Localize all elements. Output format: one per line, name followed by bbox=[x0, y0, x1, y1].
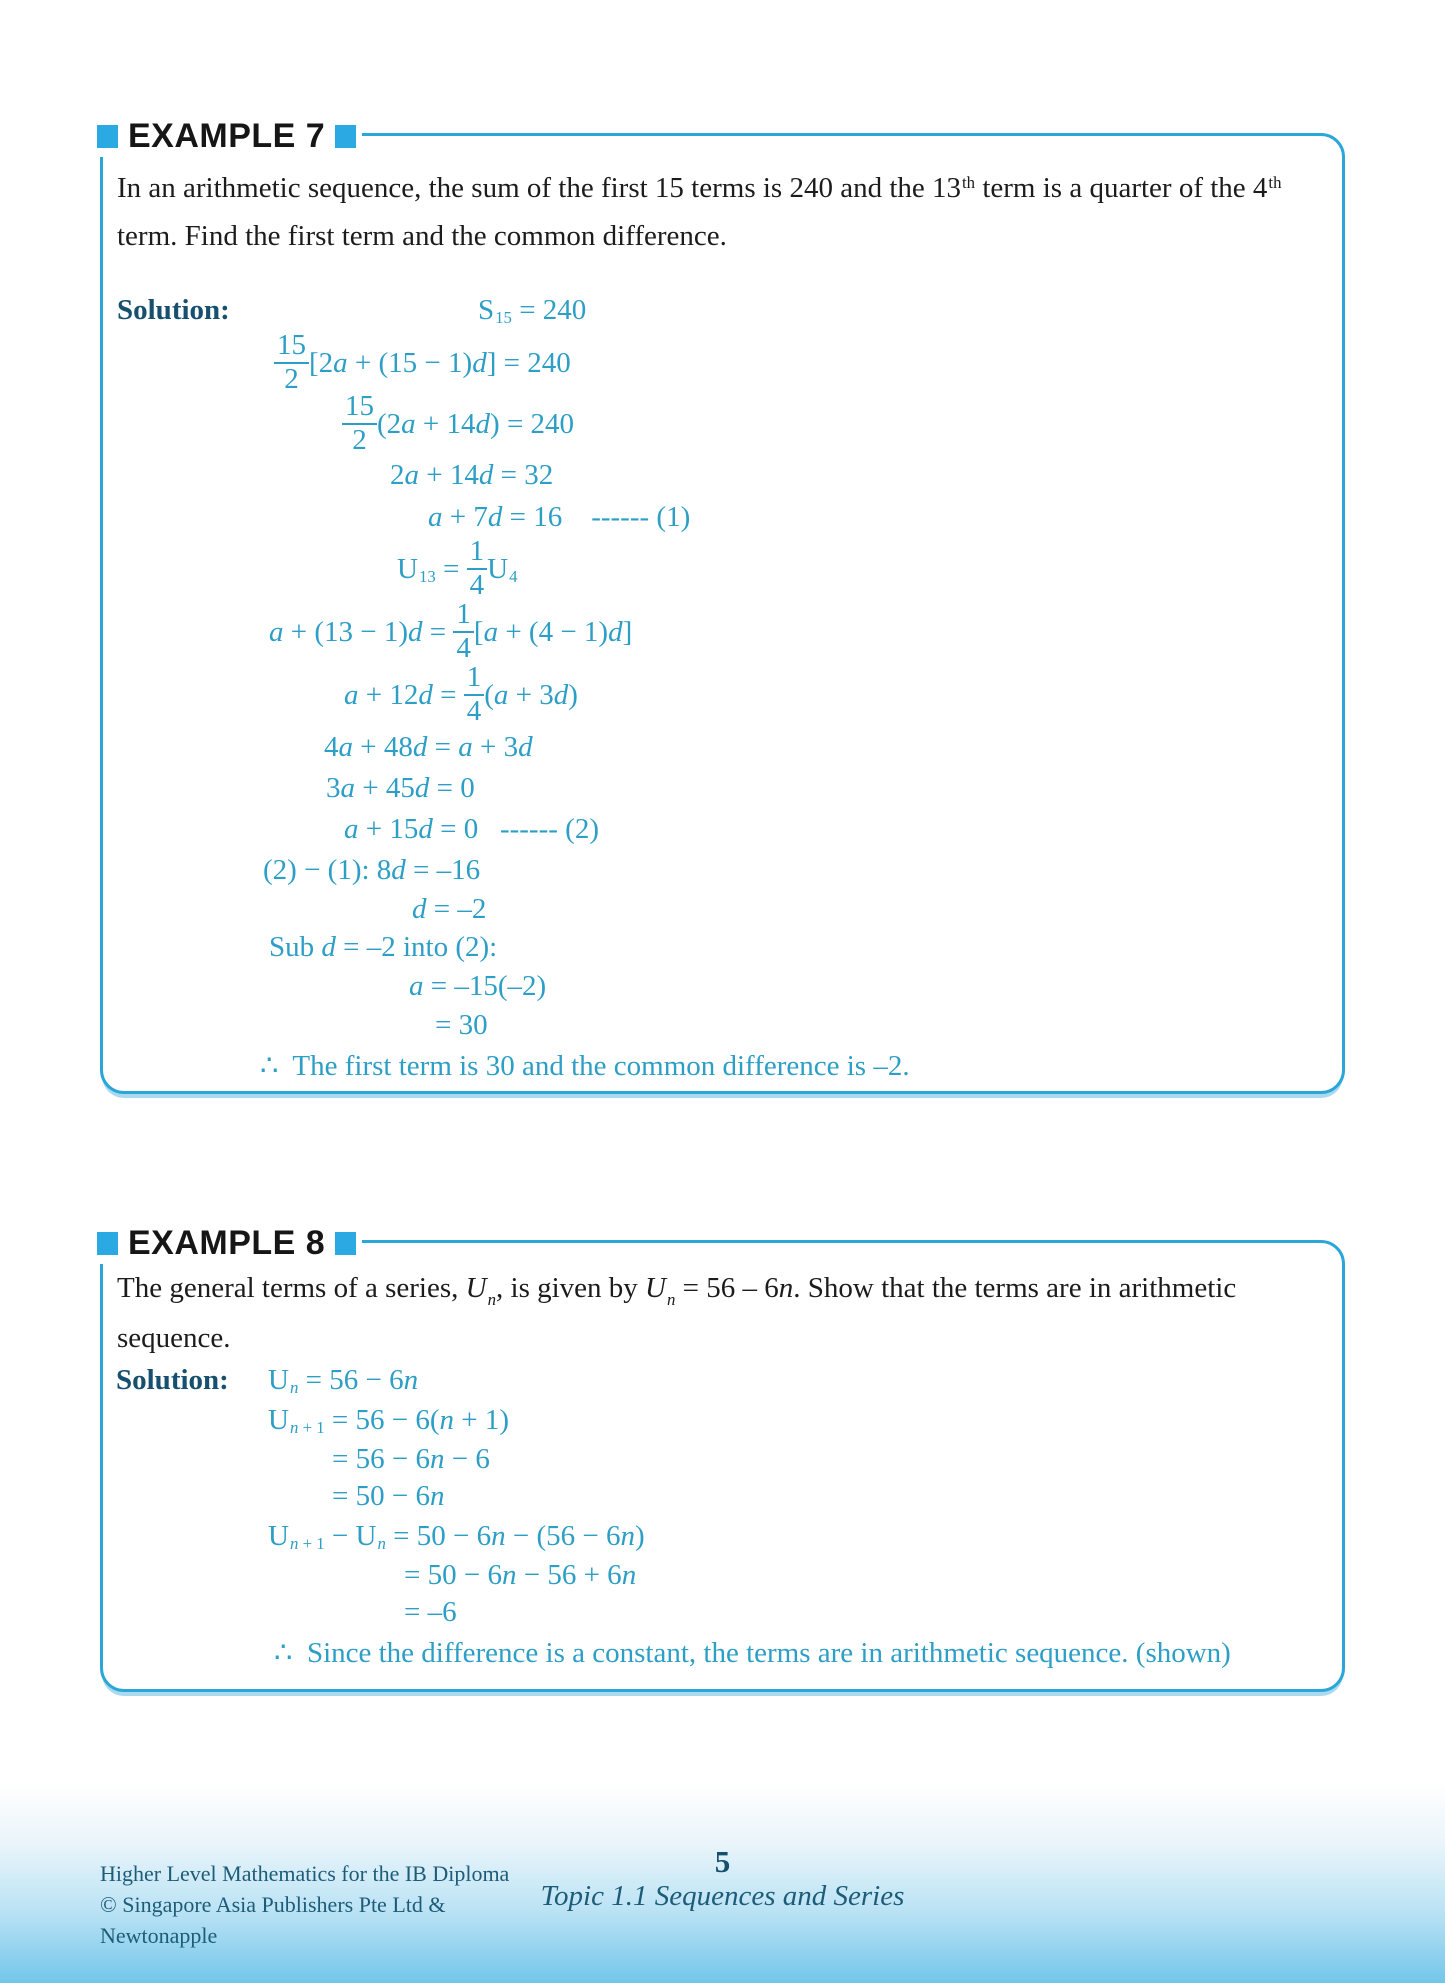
solution-label: Solution: bbox=[117, 293, 230, 326]
math-line: 2 a + 14 d = 32 bbox=[390, 458, 554, 491]
math-line: = 50 − 6 n − 56 + 6 n bbox=[404, 1559, 637, 1591]
math-line: = –6 bbox=[404, 1596, 457, 1628]
example-8-header bbox=[97, 1222, 362, 1264]
header-square-left-icon bbox=[97, 125, 118, 148]
example-7-solution bbox=[103, 288, 1342, 1086]
page-number: 5 bbox=[714, 1844, 731, 1879]
math-line: S 15 = 240 bbox=[478, 293, 587, 328]
math-line: = 30 bbox=[435, 1008, 488, 1041]
math-line: a = –15(–2) bbox=[409, 969, 547, 1002]
math-line: 4 a + 48 d = a + 3 d bbox=[324, 730, 533, 763]
example-8-math-lines bbox=[103, 1361, 1342, 1673]
math-line: U n + 1 = 56 − 6( n + 1) bbox=[268, 1403, 510, 1438]
example-8-solution bbox=[103, 1361, 1342, 1673]
math-line: = 56 − 6 n − 6 bbox=[332, 1443, 490, 1475]
example-8-title: EXAMPLE 8 bbox=[128, 1223, 326, 1262]
header-square-left-icon bbox=[97, 1232, 118, 1255]
math-line: $\frac{15}{2}$ [2 a + (15 − 1) d ] = 240 bbox=[274, 332, 1342, 394]
example-8-box bbox=[100, 1223, 1345, 1692]
example-7-question: In an arithmetic sequence, the sum of the first 15 terms is 240 and the 13th term is a quarter of the 4th term. Find the first term and the common difference. bbox=[117, 172, 1282, 252]
math-line: d = –2 bbox=[412, 892, 487, 925]
example-8-question: The general terms of a series, $U_n$, is given by $U_n = 56 - 6n$. Show that the terms are in arithmetic sequence. bbox=[117, 1272, 1237, 1354]
math-line: U n = 56 − 6 n bbox=[268, 1363, 419, 1398]
footer-imprint-line: Higher Level Mathematics for the IB Diploma bbox=[100, 1861, 510, 1886]
math-line: a + 7 d = 16 ------ (1) bbox=[428, 500, 691, 533]
math-line: U 13 = $\frac{1}{4}$ U 4 bbox=[397, 535, 518, 601]
math-line: Sub d = –2 into (2): bbox=[269, 930, 498, 963]
math-line: = 50 − 6 n bbox=[332, 1480, 445, 1512]
example-7-title: EXAMPLE 7 bbox=[128, 116, 326, 155]
header-square-right-icon bbox=[335, 1232, 356, 1255]
math-line: a + (13 − 1) d = $\frac{1}{4}$ [ a + (4 − 1) d ] bbox=[269, 598, 633, 664]
example-7-header bbox=[97, 115, 362, 157]
math-line: a + 15 d = 0 ------ (2) bbox=[344, 812, 599, 845]
header-square-right-icon bbox=[335, 125, 356, 148]
solution-label: Solution: bbox=[116, 1363, 229, 1396]
topic-title: Topic 1.1 Sequences and Series bbox=[540, 1880, 905, 1912]
math-line: (2) − (1): 8 d = –16 bbox=[263, 853, 481, 886]
footer-imprint-line: Newtonapple bbox=[100, 1923, 218, 1948]
footer-imprint-line: © Singapore Asia Publishers Pte Ltd & bbox=[100, 1892, 446, 1917]
math-line: U n + 1 − U n = 50 − 6 n − (56 − 6 n ) bbox=[268, 1519, 645, 1554]
math-line: a + 12 d = $\frac{1}{4}$ ( a + 3 d ) bbox=[344, 661, 578, 727]
math-line: $\frac{15}{2}$ (2 a + 14 d ) = 240 bbox=[342, 394, 1342, 454]
math-line: 3 a + 45 d = 0 bbox=[326, 771, 475, 804]
example-7-box bbox=[100, 116, 1345, 1094]
math-line: ∴ The first term is 30 and the common difference is –2. bbox=[260, 1049, 910, 1082]
example-7-math-lines bbox=[103, 288, 1342, 1086]
math-line: ∴ Since the difference is a constant, the terms are in arithmetic sequence. (shown) bbox=[274, 1636, 1231, 1669]
